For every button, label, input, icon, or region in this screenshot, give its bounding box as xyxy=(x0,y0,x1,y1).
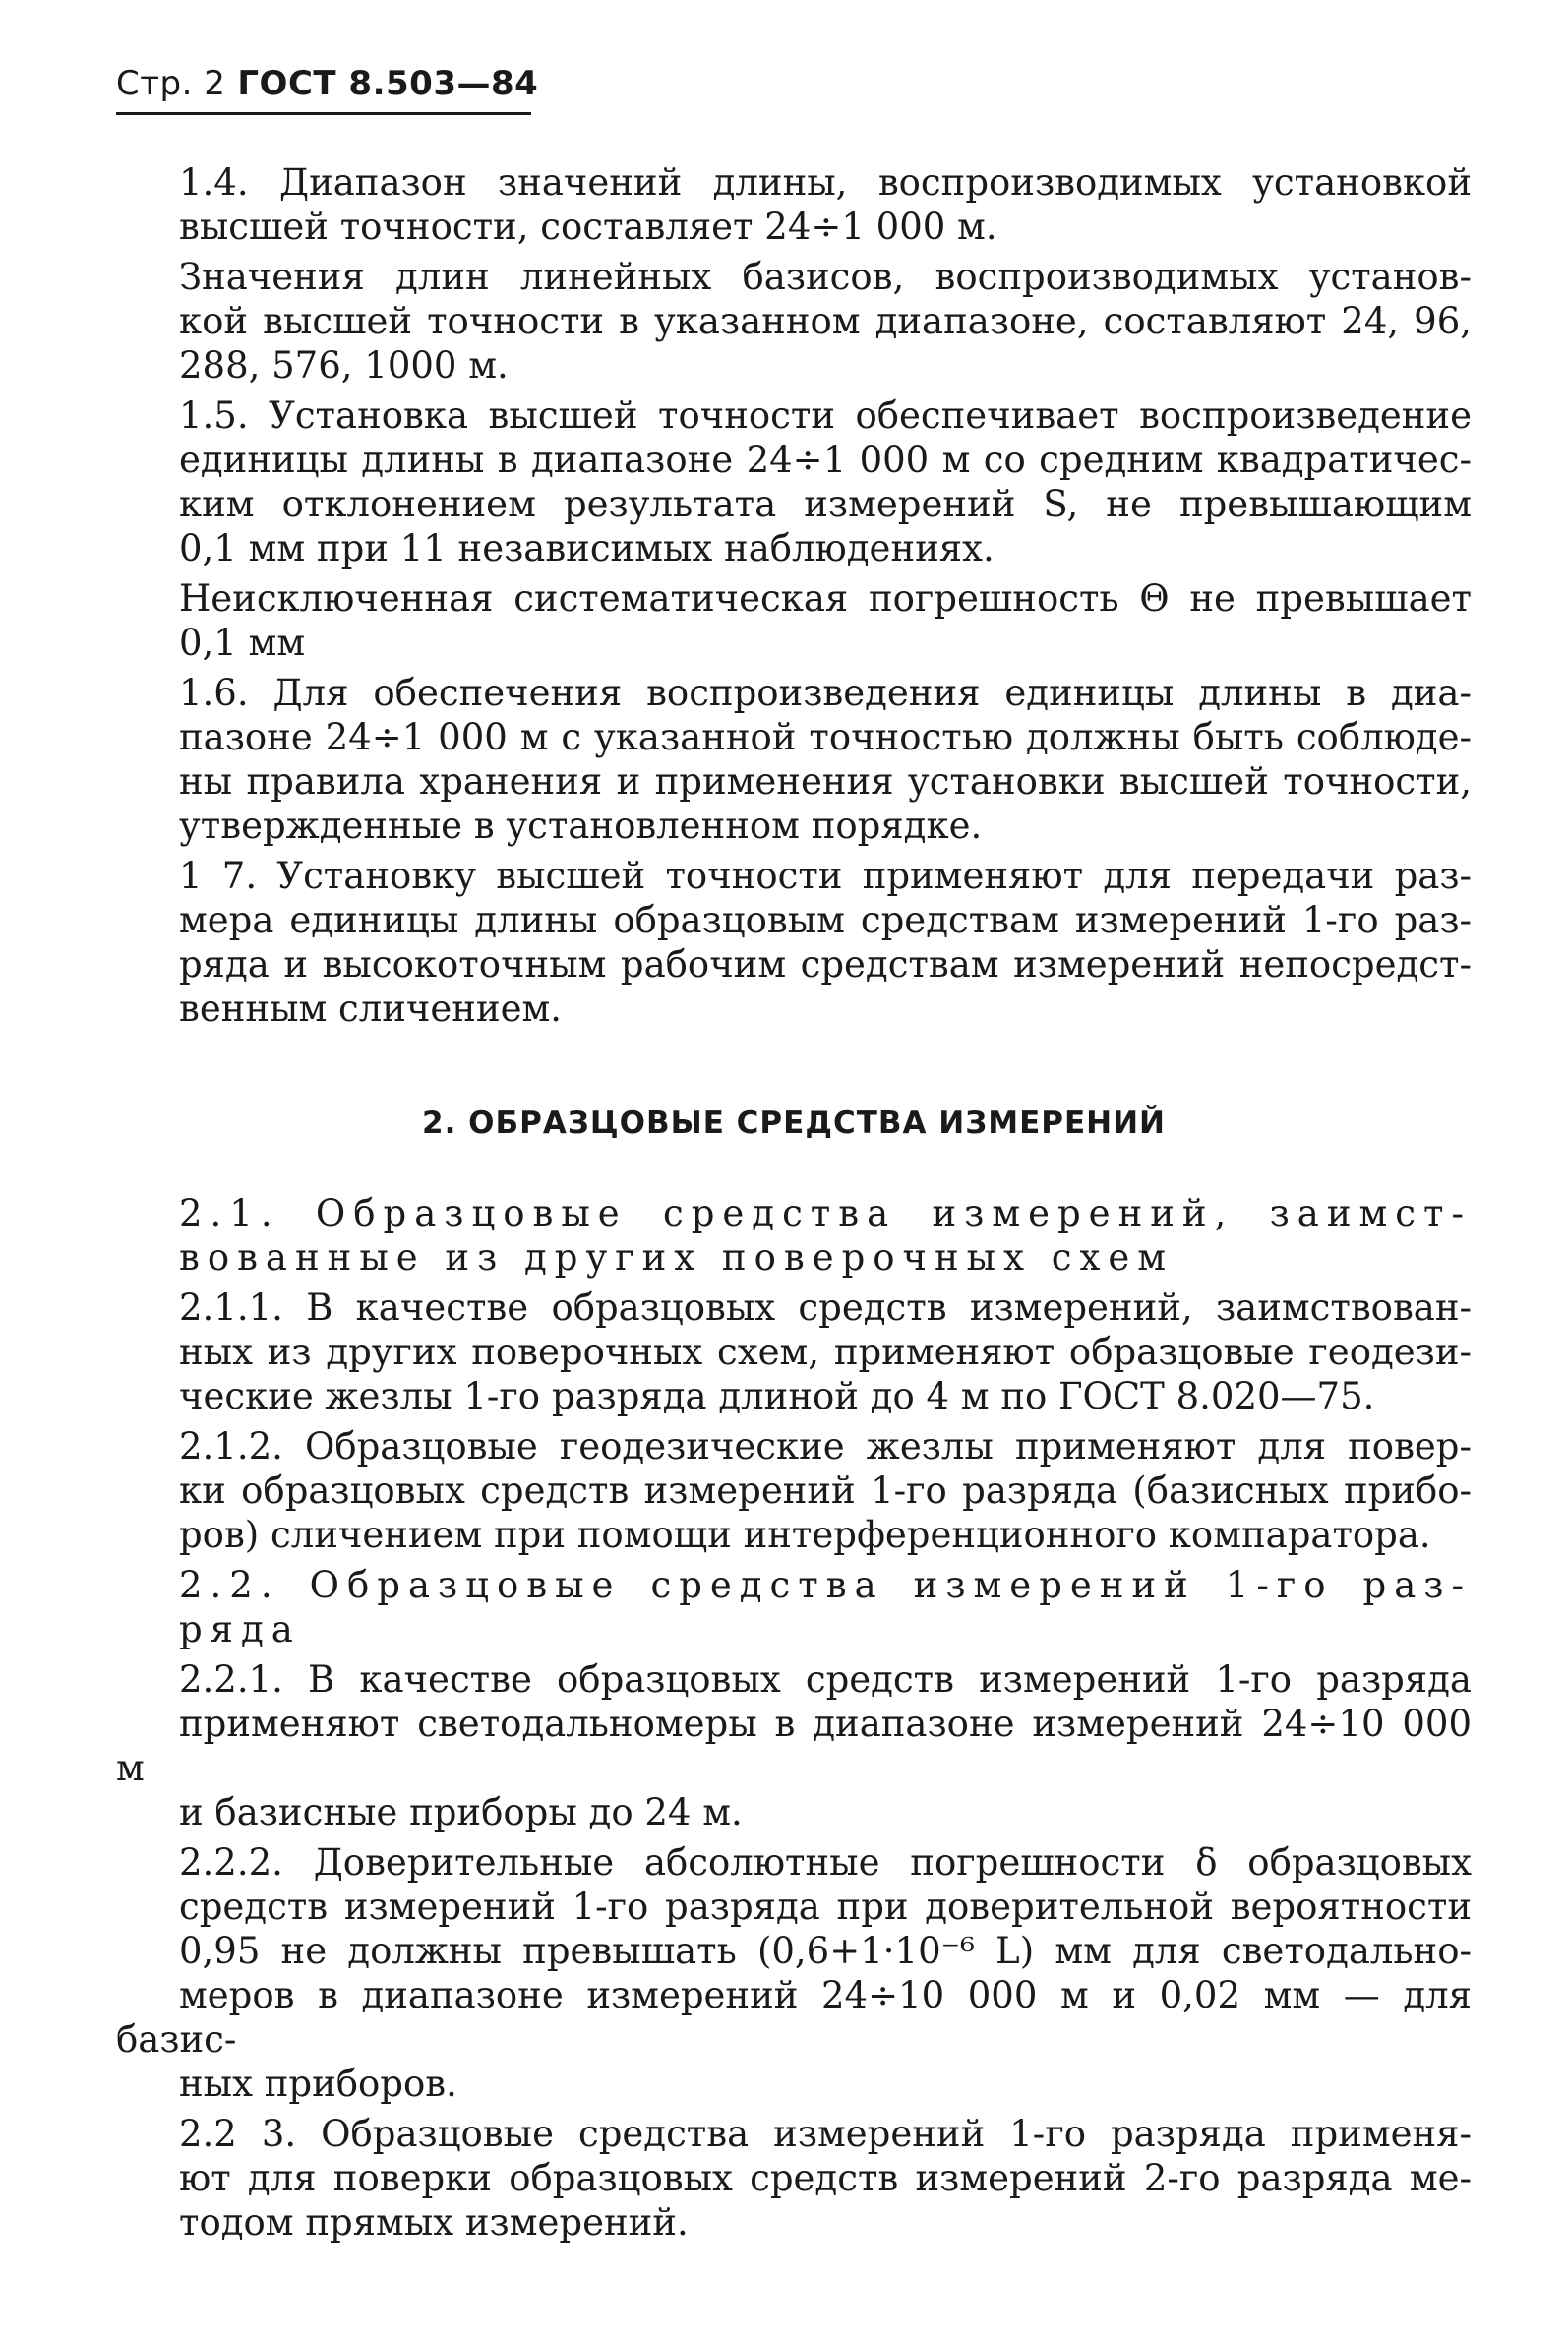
text-line: ряда и высокоточным рабочим средствам измерений непосредст- xyxy=(179,943,1472,986)
text-line: ют для поверки образцовых средств измерений 2-го разряда ме- xyxy=(179,2157,1472,2199)
text-line: средств измерений 1-го разряда при доверительной вероятности xyxy=(179,1886,1472,1928)
body-text xyxy=(116,160,1472,2245)
text-line: единицы длины в диапазоне 24÷1 000 м со средним квадратичес- xyxy=(179,439,1472,481)
paragraph-p2-2 xyxy=(116,1563,1472,1651)
text-line: венным сличением. xyxy=(179,988,563,1030)
text-line: 2.2 3. Образцовые средства измерений 1-го разряда применя- xyxy=(179,2113,1472,2155)
text-line: 2.2. Образцовые средства измерений 1-го раз- xyxy=(179,1564,1472,1606)
text-line: 1.4. Диапазон значений длины, воспроизводимых установкой xyxy=(179,161,1472,204)
text-line: Значения длин линейных базисов, воспроизводимых установ- xyxy=(179,256,1472,298)
section-1-continuation xyxy=(116,160,1472,1031)
text-line: ческие жезлы 1-го разряда длиной до 4 м по ГОСТ 8.020—75. xyxy=(179,1375,1375,1417)
text-line: ров) сличением при помощи интерференционного компаратора. xyxy=(179,1514,1431,1556)
header-rule xyxy=(116,112,531,115)
paragraph-p2-1 xyxy=(116,1191,1472,1280)
text-line: 2.1.2. Образцовые геодезические жезлы применяют для повер- xyxy=(179,1425,1472,1468)
text-line: утвержденные в установленном порядке. xyxy=(179,805,983,847)
text-line: применяют светодальномеры в диапазоне измерений 24÷10 000 м xyxy=(116,1703,1472,1789)
paragraph-p1-6 xyxy=(116,671,1472,848)
paragraph-p1-5b xyxy=(116,576,1472,665)
paragraph-p2-1-1 xyxy=(116,1286,1472,1418)
text-line: 0,95 не должны превышать (0,6+1·10⁻⁶ L) мм для светодально- xyxy=(179,1930,1472,1972)
text-line: ки образцовых средств измерений 1-го разряда (базисных прибо- xyxy=(179,1469,1472,1512)
text-line: ных приборов. xyxy=(179,2063,457,2105)
paragraph-p2-2-1 xyxy=(116,1657,1472,1834)
text-line: ким отклонением результата измерений S, не превышающим xyxy=(179,483,1472,525)
text-line: Неисключенная систематическая погрешность Θ не превышает xyxy=(179,577,1472,620)
text-line: ных из других поверочных схем, применяют образцовые геодези- xyxy=(179,1331,1472,1373)
text-line: 1.6. Для обеспечения воспроизведения единицы длины в диа- xyxy=(179,672,1472,714)
page-number: Стр. 2 xyxy=(116,64,226,103)
paragraph-p2-2-2 xyxy=(116,1840,1472,2106)
paragraph-p2-1-2 xyxy=(116,1424,1472,1557)
paragraph-p1-5 xyxy=(116,393,1472,570)
section-2-body xyxy=(116,1191,1472,2245)
text-line: 288, 576, 1000 м. xyxy=(179,344,509,387)
text-line: тодом прямых измерений. xyxy=(179,2201,689,2244)
page-header xyxy=(116,59,1472,108)
standard-number: ГОСТ 8.503—84 xyxy=(237,64,539,103)
text-line: кой высшей точности в указанном диапазоне, составляют 24, 96, xyxy=(179,300,1472,342)
paragraph-p2-2-3 xyxy=(116,2112,1472,2245)
text-line: 2.1.1. В качестве образцовых средств измерений, заимствован- xyxy=(179,1287,1472,1329)
text-line: вованные из других поверочных схем xyxy=(179,1236,1175,1279)
text-line: 2.2.2. Доверительные абсолютные погрешности δ образцовых xyxy=(179,1841,1472,1884)
text-line: меров в диапазоне измерений 24÷10 000 м и 0,02 мм — для базис- xyxy=(116,1974,1472,2061)
text-line: ны правила хранения и применения установки высшей точности, xyxy=(179,760,1472,803)
text-line: ряда xyxy=(179,1608,301,1650)
text-line: 1.5. Установка высшей точности обеспечивает воспроизведение xyxy=(179,394,1472,437)
text-line: пазоне 24÷1 000 м с указанной точностью должны быть соблюде- xyxy=(179,716,1472,758)
section-2-title: 2. ОБРАЗЦОВЫЕ СРЕДСТВА ИЗМЕРЕНИЙ xyxy=(422,1106,1166,1141)
text-line: 2.2.1. В качестве образцовых средств измерений 1-го разряда xyxy=(179,1658,1472,1701)
text-line: и базисные приборы до 24 м. xyxy=(179,1791,743,1833)
text-line: 0,1 мм при 11 независимых наблюдениях. xyxy=(179,527,995,570)
paragraph-p1-7 xyxy=(116,854,1472,1031)
text-line: 1 7. Установку высшей точности применяют для передачи раз- xyxy=(179,855,1472,897)
text-line: 0,1 мм xyxy=(179,622,306,664)
document-page xyxy=(116,59,1472,2250)
paragraph-p1-4 xyxy=(116,160,1472,249)
text-line: 2.1. Образцовые средства измерений, заимст- xyxy=(179,1192,1472,1234)
text-line: высшей точности, составляет 24÷1 000 м. xyxy=(179,206,997,248)
paragraph-p1-4b xyxy=(116,255,1472,388)
text-line: мера единицы длины образцовым средствам измерений 1-го раз- xyxy=(179,899,1472,941)
